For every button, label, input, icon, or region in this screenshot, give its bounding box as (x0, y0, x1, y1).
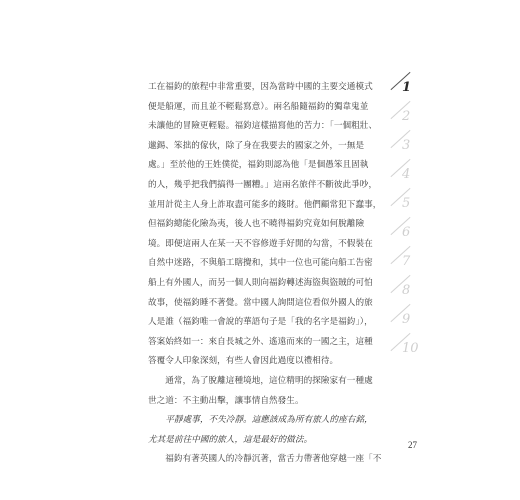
text-line: 通常，為了脫離這種境地，這位精明的探險家有一種處 (148, 375, 373, 386)
text-line: 船上有外國人，而另一個人則向福鈞轉述海盜與盜賊的可怕 (148, 277, 373, 288)
text-line: 但福鈞總能化險為夷，後人也不曉得福鈞究竟如何脫離險 (148, 219, 365, 230)
chapter-nav-item-6[interactable] (396, 213, 436, 241)
chapter-nav-item-8[interactable] (396, 271, 436, 299)
text-line: 未讓他的冒險更輕鬆。福鈞這樣描寫他的苦力：「一個粗壯、 (148, 121, 378, 132)
chapter-number: 6 (402, 225, 411, 240)
text-line: 處。」至於他的王姓僕從，福鈞則認為他「是個愚笨且固執 (148, 160, 369, 171)
text-line: 便是船運，而且並不輕鬆寫意）。兩名船隨福鈞的獨韋鬼並 (148, 101, 369, 112)
text-line: 境。即便這兩人在某一天不容修遊手好閒的勾當，不假裝在 (148, 238, 373, 249)
chapter-nav-item-10[interactable] (396, 329, 436, 357)
chapter-nav-item-4[interactable] (396, 155, 436, 183)
page-number: 27 (408, 440, 417, 450)
chapter-nav-item-2[interactable] (396, 97, 436, 125)
chapter-number: 4 (402, 167, 411, 182)
chapter-nav-item-1[interactable] (396, 68, 436, 96)
chapter-number: 2 (402, 109, 411, 124)
quote-line: 尤其是前往中國的旅人，這是最好的做法。 (148, 434, 313, 445)
text-line: 故事，使福鈞睡不著覺。當中國人詢問這位看似外國人的旅 (148, 297, 373, 308)
chapter-number: 8 (402, 283, 411, 298)
text-line: 答案始終如一：來自長城之外、遙遠而來的一國之主，這種 (148, 336, 373, 347)
chapter-number: 1 (402, 80, 412, 95)
chapter-number: 7 (402, 254, 411, 269)
chapter-nav (396, 68, 436, 368)
body-text (148, 78, 388, 470)
text-line: 工在福鈞的旅程中非常重要，因為當時中國的主要交通模式 (148, 82, 373, 92)
text-line: 福鈞有著英國人的冷靜沉著，當舌力帶著他穿越一座「不 (148, 454, 382, 465)
chapter-nav-item-7[interactable] (396, 242, 436, 270)
text-line: 人是誰（福鈞唯一會說的華語句子是「我的名字是福鈞」）， (148, 317, 373, 328)
text-line: 的人，幾乎把我們搞得一團糟。」這兩名旅伴不斷彼此爭吵， (148, 179, 378, 190)
text-line: 答覆令人印象深刻，有些人會因此過度以禮相待。 (148, 356, 339, 367)
text-line: 邋錫、笨拙的傢伙，除了身在我要去的國家之外，一無是 (148, 140, 365, 151)
chapter-number: 10 (402, 341, 419, 356)
text-line: 自然中迷路，不與船工瞎攪和，其中一位也可能向船工告密 (148, 258, 373, 269)
text-line: 並用計從主人身上詐取盡可能多的錢財。他們顧常犯下蠢事， (148, 199, 382, 210)
chapter-number: 9 (402, 312, 411, 327)
chapter-number: 5 (402, 196, 411, 211)
chapter-nav-item-9[interactable] (396, 300, 436, 328)
chapter-nav-item-5[interactable] (396, 184, 436, 212)
chapter-nav-item-3[interactable] (396, 126, 436, 154)
quote-line: 平靜處事，不失冷靜。這應該成為所有旅人的座右銘， (148, 415, 373, 426)
text-line: 世之道：不主動出擊，讓事情自然發生。 (148, 395, 304, 406)
chapter-number: 3 (402, 138, 411, 153)
